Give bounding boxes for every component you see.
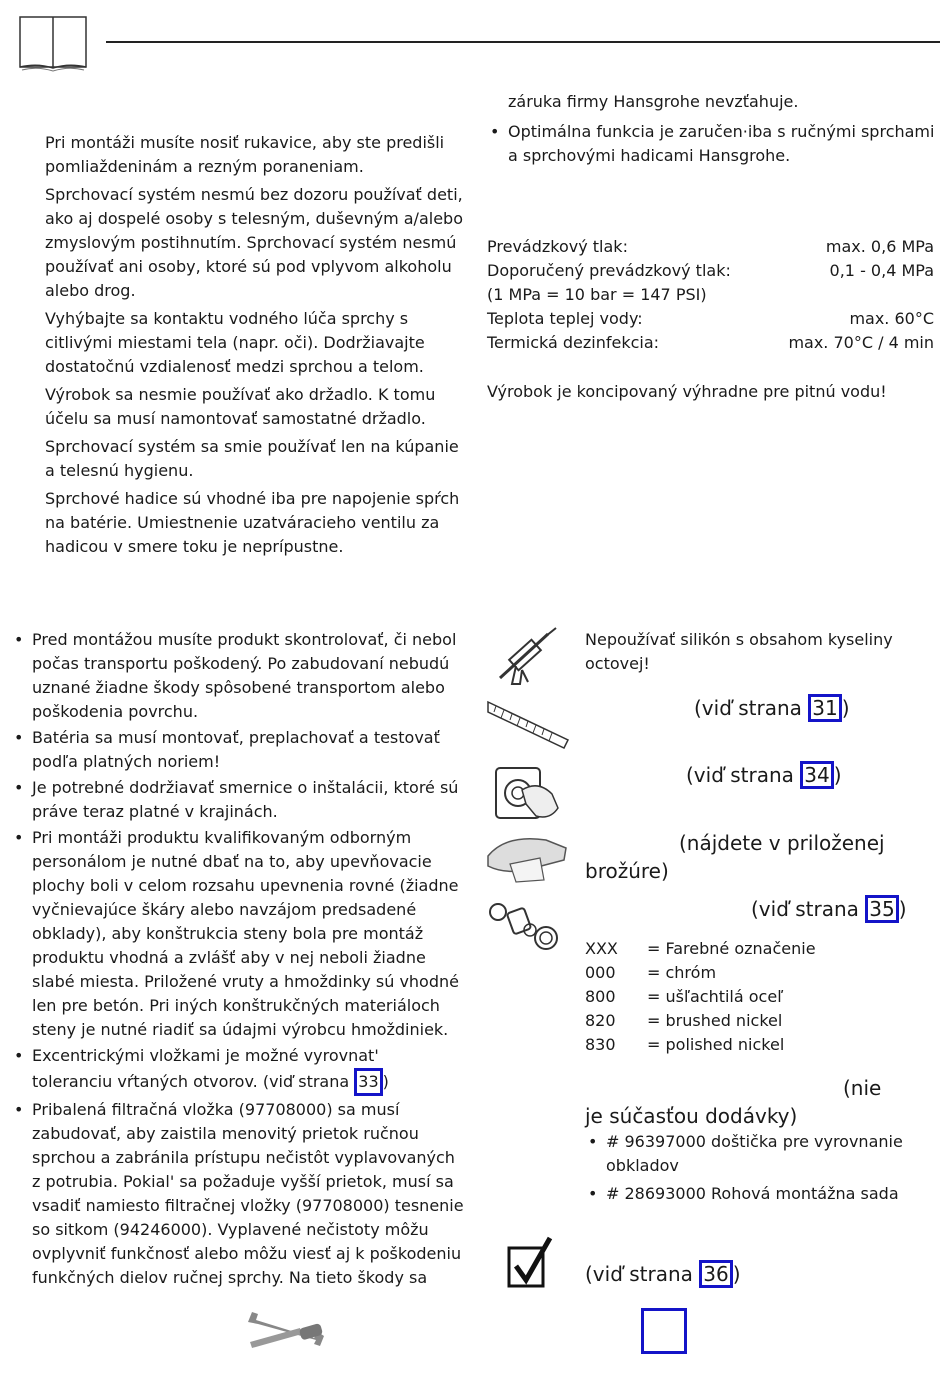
cleaning-ref: (nájdete v priloženej brožúre) (585, 831, 885, 883)
list-item-text: Excentrickými vložkami je možné vyrovnat' toleranciu vŕtaných otvorov. (viď strana (32, 1046, 379, 1091)
specs-table (487, 235, 934, 355)
list-item: • # 96397000 doštička pre vyrovnanie obkladov (588, 1130, 918, 1178)
accessories-list (588, 1130, 918, 1206)
checked-box-icon (506, 1234, 554, 1290)
list-item: • Batéria sa musí montovať, preplachovať a testovať podľa platných noriem! (14, 726, 464, 774)
page-ref-link[interactable]: 34 (800, 761, 833, 789)
safety-paragraph: Výrobok sa nesmie používať ako držadlo. K tomu účelu sa musí namontovať samostatné držadlo. (45, 385, 436, 428)
color-codes (585, 937, 915, 1057)
list-item: • Pri montáži produktu kvalifikovaným odborným personálom je nutné dbať na to, aby upevňovacie plochy boli v celom rozsahu upevnenia rovné (žiadne vyčnievajúce škáry alebo navzájom predsadené obklady), aby konštrukcia steny bola pre montáž produktu vhodná a zvlášť aby v nej neboli žiadne slabé miesta. Priložené vruty a hmoždinky sú vhodné len pre betón. Pri iných konštrukčných materiáloch steny je nutné riadiť sa údajmi výrobcu hmoždiniek. (14, 826, 464, 1042)
page-ref-link[interactable]: 36 (699, 1260, 732, 1288)
spec-row (487, 283, 934, 307)
page-ref-link[interactable]: 31 (808, 694, 841, 722)
spec-label: Termická dezinfekcia: (487, 333, 660, 352)
list-item: • Pribalená filtračná vložka (97708000) sa musí zabudovať, aby zaistila menovitý prietok ručnou sprchou a zabránila prístupu nečistôt vyplavovaných z potrubia. Pokial' sa požaduje vyšší prietok, musí sa vsadiť namiesto filtračnej vložky (97708000) tesnenie so sitkom (94246000). Vyplavené nečistoty môžu ovplyvniť funkčnosť alebo môžu viesť aj k poškodeniu funkčných dielov ručnej sprchy. Na tieto škody sa (14, 1098, 464, 1290)
cleaning-cloth-icon (486, 828, 572, 884)
safety-paragraph: Pri montáži musíte nosiť rukavice, aby ste predišli pomliaždeninám a rezným poraneniam. (45, 133, 445, 176)
safety-paragraph: Sprchovací systém sa smie používať len na kúpanie a telesnú hygienu. (45, 437, 459, 480)
safety-paragraph: Vyhýbajte sa kontaktu vodného lúča sprchy s citlivými miestami tela (napr. oči). Dodržiavajte dostatočnú vzdialenosť medzi sprchou a telom. (45, 309, 425, 376)
list-item: • Excentrickými vložkami je možné vyrovnat' toleranciu vŕtaných otvorov. (viď strana 33 ) (14, 1044, 464, 1096)
spec-value: max. 70°C / 4 min (788, 333, 934, 352)
safety-section (45, 131, 465, 559)
spec-value: max. 0,6 MPa (825, 237, 934, 256)
spec-value: max. 60°C (849, 309, 934, 328)
install-notes (14, 628, 464, 1290)
list-item: • Pred montážou musíte produkt skontrolovať, či nebol počas transportu poškodený. Po zabudovaní nebudú uznané žiadne škody spôsobené transportom alebo poškodenia povrchu. (14, 628, 464, 724)
operation-ref: (viď strana 34 ) (686, 763, 842, 787)
list-item: • Je potrebné dodržiavať smernice o inštalácii, ktoré sú práve teraz platné v krajinách. (14, 776, 464, 824)
continuation-text: záruka firmy Hansgrohe nevzťahuje. (508, 92, 799, 111)
list-item: • Optimálna funkcia je zaručen·iba s ručnými sprchami a sprchovými hadicami Hansgrohe. (490, 120, 935, 168)
spec-label: Teplota teplej vody: (487, 309, 643, 328)
spec-row (487, 331, 934, 355)
spec-row (487, 307, 934, 331)
drinking-water-note: Výrobok je koncipovaný výhradne pre pitnú vodu! (487, 382, 887, 401)
page-ref-link[interactable]: 33 (354, 1068, 382, 1096)
empty-highlight-box[interactable] (641, 1308, 687, 1354)
dimensions-ref: (viď strana 31 ) (694, 696, 850, 720)
spec-label: Prevádzkový tlak: (487, 237, 628, 256)
list-item: • # 28693000 Rohová montážna sada (588, 1182, 918, 1206)
page-ref-link[interactable]: 35 (865, 895, 898, 923)
color-code-row: XXX = Farebné označenie (585, 939, 816, 958)
hand-turning-knob-icon (492, 760, 564, 826)
spec-row (487, 235, 934, 259)
spec-label: Doporučený prevádzkový tlak: (487, 261, 731, 280)
open-book-icon (17, 14, 89, 72)
color-code-row: 820 = brushed nickel (585, 1011, 783, 1030)
caulking-gun-icon (492, 626, 562, 688)
safety-paragraph: Sprchové hadice sú vhodné iba pre napojenie spŕch na batérie. Umiestnenie uzatváracieho ventilu za hadicou v smere toku je neprípustne. (45, 489, 460, 556)
spec-value: 0,1 - 0,4 MPa (829, 261, 934, 280)
safety-paragraph: Sprchovací systém nesmú bez dozoru používať deti, ako aj dospelé osoby s telesným, duševným a/alebo zmyslovým postihnutím. Sprchovací systém nesmú používať ani osoby, ktoré sú pod vplyvom alkoholu alebo drog. (45, 185, 463, 300)
top-right-section (490, 90, 935, 168)
color-code-row: 800 = ušľachtilá oceľ (585, 987, 784, 1006)
color-code-row: 000 = chróm (585, 963, 717, 982)
spec-label: (1 MPa = 10 bar = 147 PSI) (487, 285, 707, 304)
tools-icon (240, 1302, 330, 1358)
service-ref: (viď strana 35 ) (751, 897, 907, 921)
filter-parts-icon (486, 896, 560, 956)
accessories-title: (nie je súčasťou dodávky) (585, 1076, 882, 1128)
test-ref: (viď strana 36 ) (585, 1262, 741, 1286)
color-code-row: 830 = polished nickel (585, 1035, 785, 1054)
ruler-icon (486, 696, 572, 752)
header-rule (106, 41, 940, 43)
silicone-warning: Nepoužívať silikón s obsahom kyseliny octovej! (585, 630, 893, 673)
spec-row (487, 259, 934, 283)
